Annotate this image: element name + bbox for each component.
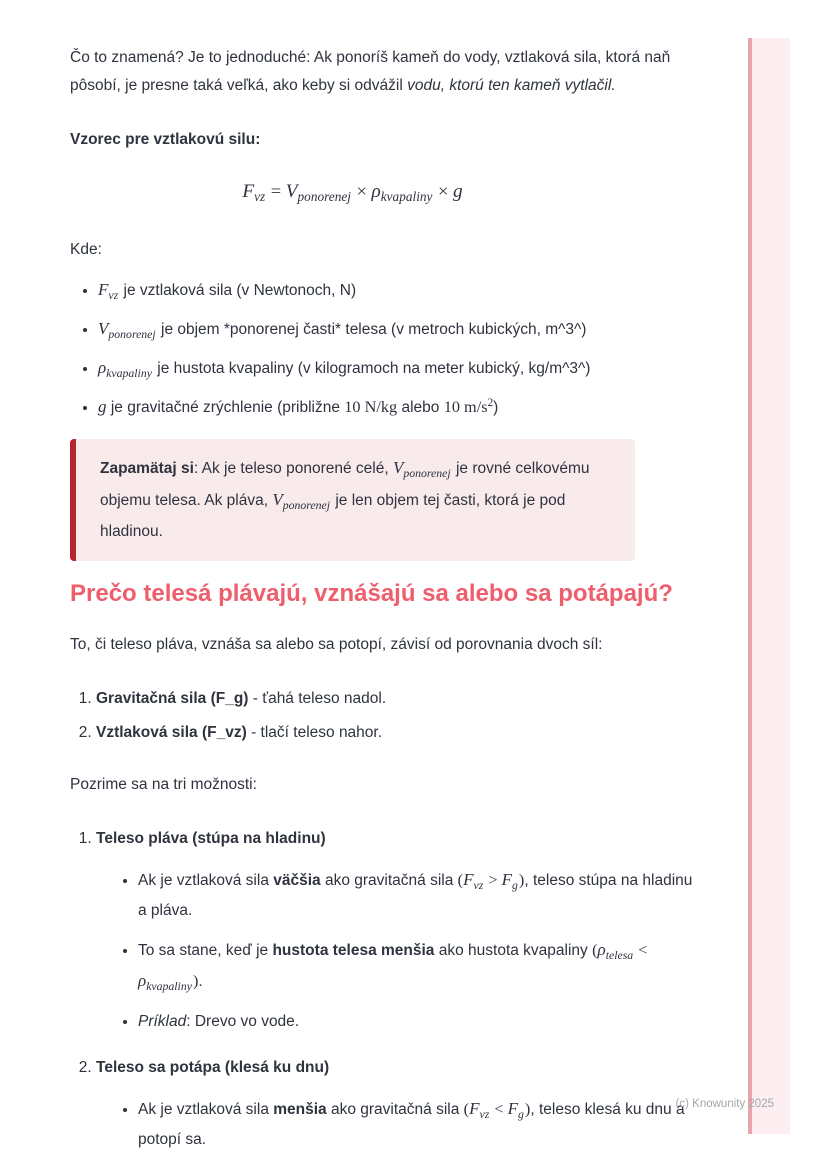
where-label: Kde: <box>70 241 102 258</box>
list-item: • $V_{ponorenej}$ je objem *ponorenej časti* telesa (v metroch kubických, m^3^) <box>98 315 725 345</box>
list-item: 2. Vztlaková sila (F_vz) - tlačí teleso nahor. <box>96 719 725 747</box>
option-title: Teleso sa potápa (klesá ku dnu) <box>96 1059 330 1076</box>
variables-list <box>70 276 725 423</box>
section-heading: Prečo telesá plávajú, vznášajú sa alebo sa potápajú? <box>70 580 673 607</box>
option-bullets <box>96 1094 725 1154</box>
option-item <box>96 825 725 1036</box>
list-item: • Ak je vztlaková sila väčšia ako gravitačná sila $(F_{vz} > F_g)$, teleso stúpa na hladinu a pláva. <box>138 865 698 925</box>
list-item: • $\rho_{kvapaliny}$ je hustota kvapaliny (v kilogramoch na meter kubický, kg/m^3^) <box>98 354 725 384</box>
list-item: • Príklad: Drevo vo vode. <box>138 1007 698 1036</box>
list-item: • g je gravitačné zrýchlenie (približne 10 N/kg alebo 10 $m/s^2$) <box>98 393 725 423</box>
page-edge-strip <box>748 38 790 1134</box>
options-intro: Pozrime sa na tri možnosti: <box>70 776 257 793</box>
list-item: • $F_{vz}$ je vztlaková sila (v Newtonoch, N) <box>98 276 725 306</box>
formula-heading: Vzorec pre vztlakovú silu: <box>70 131 261 148</box>
options-list <box>70 825 725 1154</box>
list-item: • Ak je vztlaková sila menšia ako gravitačná sila $(F_{vz} < F_g)$, teleso klesá ku dnu a potopí sa. <box>138 1094 698 1154</box>
buoyancy-formula: $F_{vz} = V_{ponorenej} \times \rho_{kvapaliny} \times g$ <box>242 181 463 205</box>
remember-callout <box>70 439 635 561</box>
section-intro: To, či teleso pláva, vznáša sa alebo sa potopí, závisí od porovnania dvoch síl: <box>70 636 603 653</box>
option-item <box>96 1054 725 1154</box>
list-item: 1. Gravitačná sila (F_g) - ťahá teleso nadol. <box>96 685 725 713</box>
option-title: Teleso pláva (stúpa na hladinu) <box>96 830 326 847</box>
intro-paragraph: Čo to znamená? Je to jednoduché: Ak ponoríš kameň do vody, vztlaková sila, ktorá naň pôsobí, je presne taká veľká, ako keby si odvážil vodu, ktorú ten kameň vytlačil. <box>70 49 671 94</box>
copyright-footer: (c) Knowunity 2025 <box>675 1098 774 1110</box>
callout-text: Zapamätaj si: Ak je teleso ponorené celé, $V_{ponorenej}$ je rovné celkovému objemu telesa. Ak pláva, $V_{ponorenej}$ je len objem tej časti, ktorá je pod hladinou. <box>100 458 590 540</box>
forces-list <box>70 685 725 747</box>
list-item: • To sa stane, keď je hustota telesa menšia ako hustota kvapaliny $(\rho_{telesa} < \rho_{kvapaliny})$. <box>138 935 698 997</box>
option-bullets <box>96 865 725 1036</box>
